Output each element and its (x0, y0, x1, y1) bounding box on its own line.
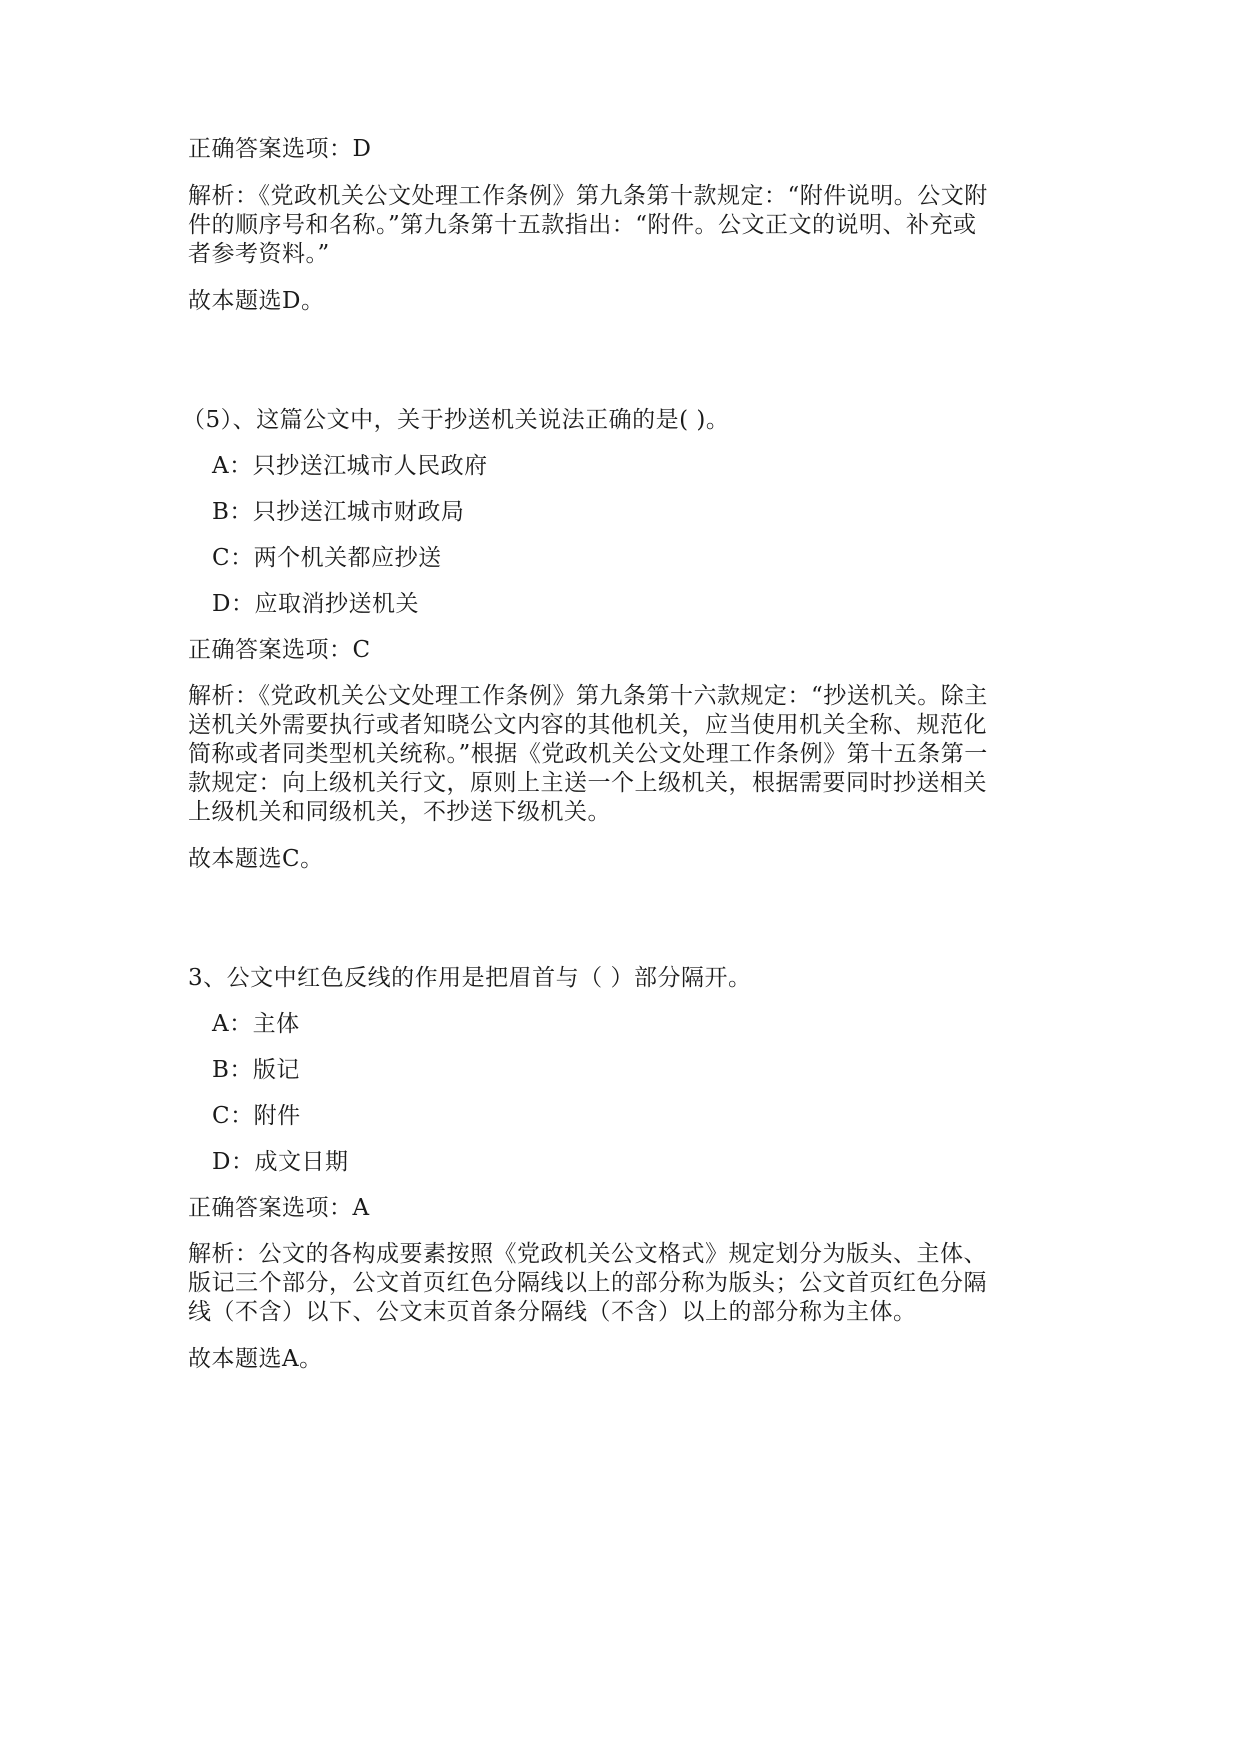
analysis-line: 版记三个部分，公文首页红色分隔线以上的部分称为版头；公文首页红色分隔 (188, 1270, 987, 1296)
option-b: B：版记 (212, 1057, 300, 1083)
analysis-line: 上级机关和同级机关，不抄送下级机关。 (188, 799, 611, 825)
analysis-line: 线（不含）以下、公文末页首条分隔线（不含）以上的部分称为主体。 (188, 1299, 917, 1325)
answer-line: 正确答案选项：D (188, 136, 372, 162)
option-d: D：应取消抄送机关 (212, 591, 419, 617)
option-a: A：只抄送江城市人民政府 (212, 453, 488, 479)
analysis-line: 解析：《党政机关公文处理工作条例》第九条第十款规定：“附件说明。公文附 (188, 183, 988, 209)
question-stem: （5）、这篇公文中，关于抄送机关说法正确的是( )。 (182, 407, 730, 433)
conclusion-line: 故本题选A。 (188, 1346, 323, 1372)
answer-line: 正确答案选项：A (188, 1195, 370, 1221)
option-b: B：只抄送江城市财政局 (212, 499, 465, 525)
question-stem: 3、公文中红色反线的作用是把眉首与（ ）部分隔开。 (188, 965, 752, 991)
option-c: C：两个机关都应抄送 (212, 545, 442, 571)
answer-line: 正确答案选项：C (188, 637, 371, 663)
option-a: A：主体 (212, 1011, 300, 1037)
analysis-line: 解析：公文的各构成要素按照《党政机关公文格式》规定划分为版头、主体、 (188, 1241, 987, 1267)
analysis-line: 件的顺序号和名称。”第九条第十五款指出：“附件。公文正文的说明、补充或 (188, 212, 977, 238)
option-c: C：附件 (212, 1103, 301, 1129)
analysis-line: 者参考资料。” (188, 241, 330, 267)
analysis-line: 送机关外需要执行或者知晓公文内容的其他机关，应当使用机关全称、规范化 (188, 712, 987, 738)
option-d: D：成文日期 (212, 1149, 349, 1175)
conclusion-line: 故本题选C。 (188, 846, 324, 872)
analysis-line: 款规定：向上级机关行文，原则上主送一个上级机关，根据需要同时抄送相关 (188, 770, 987, 796)
conclusion-line: 故本题选D。 (188, 288, 325, 314)
analysis-line: 解析：《党政机关公文处理工作条例》第九条第十六款规定：“抄送机关。除主 (188, 683, 988, 709)
analysis-line: 简称或者同类型机关统称。”根据《党政机关公文处理工作条例》第十五条第一 (188, 741, 988, 767)
